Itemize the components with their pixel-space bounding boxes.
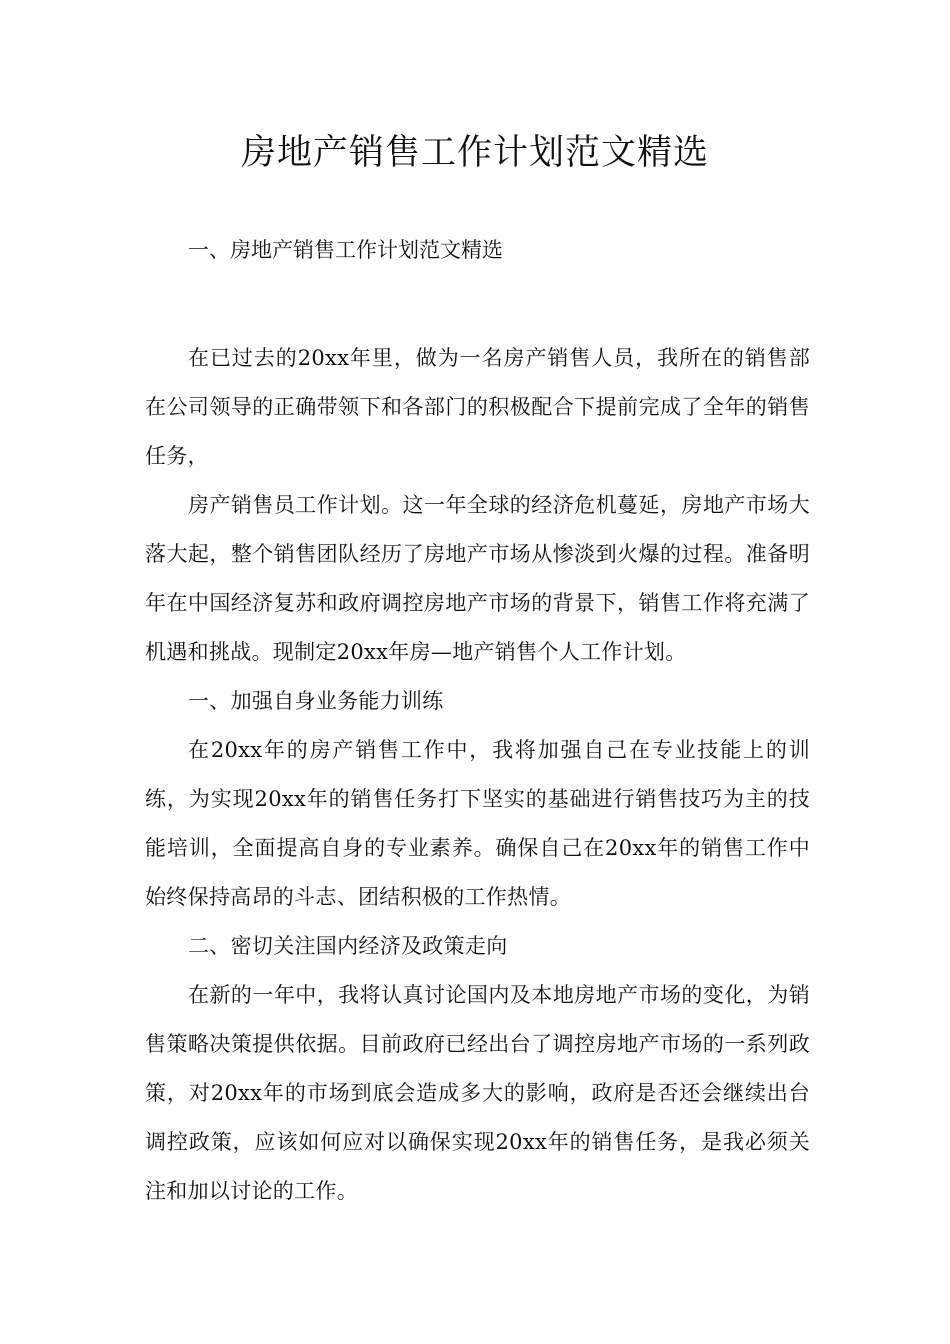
paragraph-section-1: 在20xx年的房产销售工作中，我将加强自己在专业技能上的训练，为实现20xx年的销售任务打下坚实的基础进行销售技巧为主的技能培训，全面提高自身的专业素养。确保自己在20xx年的销售工作中始终保持高昂的斗志、团结积极的工作热情。 (145, 738, 810, 909)
paragraph-intro: 在已过去的20xx年里，做为一名房产销售人员，我所在的销售部在公司领导的正确带领下和各部门的积极配合下提前完成了全年的销售任务， (145, 346, 810, 468)
document-body (145, 334, 810, 1216)
section-subheading: 一、房地产销售工作计划范文精选 (188, 238, 503, 262)
paragraph-section-2: 在新的一年中，我将认真讨论国内及本地房地产市场的变化，为销售策略决策提供依据。目前政府已经出台了调控房地产市场的一系列政策，对20xx年的市场到底会造成多大的影响，政府是否还会继续出台调控政策，应该如何应对以确保实现20xx年的销售任务，是我必须关注和加以讨论的工作。 (145, 983, 810, 1203)
document-title: 房地产销售工作计划范文精选 (240, 133, 709, 173)
section-heading-1: 一、加强自身业务能力训练 (188, 689, 444, 713)
section-heading-2: 二、密切关注国内经济及政策走向 (188, 934, 508, 958)
paragraph-plan-overview: 房产销售员工作计划。这一年全球的经济危机蔓延，房地产市场大落大起，整个销售团队经历了房地产市场从惨淡到火爆的过程。准备明年在中国经济复苏和政府调控房地产市场的背景下，销售工作将充满了机遇和挑战。现制定20xx年房—地产销售个人工作计划。 (145, 493, 810, 664)
